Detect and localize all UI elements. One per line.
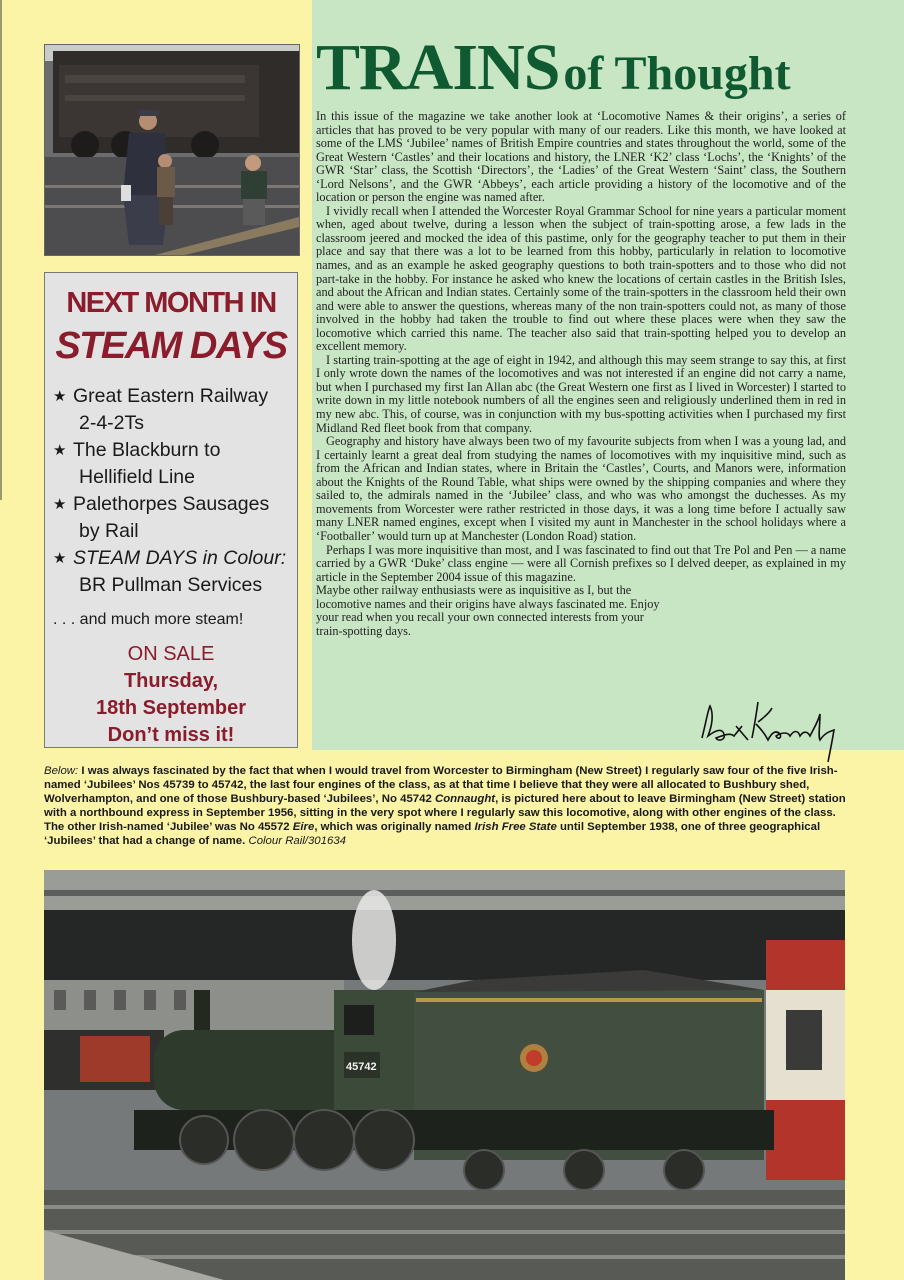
article-paragraph: I vividly recall when I attended the Worcester Royal Grammar School for nine years a particular moment when, aged about twelve, during a lesson when the subject of train-spotting arose, a few lads in the classroom jeered and mocked the idea of this pastime, only for the geography teacher to put them in their place and say that there was a lot to be learned from this hobby, particularly in relation to locomotive names, and as an example he asked geography questions to both train-spotters and to those who did not part-take in the hobby. For instance he asked who knew the locations of certain castles in the British Isles, and about the African and Indian states. Certainly some of the train-spotters in the classroom held their own and were able to answer the questions, whereas many of the non train-spotters could not, as many of those involved in the hobby had taken the trouble to find out where these places were when they saw the locomotive which carried this name. The teacher also said that train-spotting helped you to develop an excellent memory. (316, 203, 846, 354)
next-month-item-line1: The Blackburn to (73, 439, 221, 461)
photo-jubilee-image (44, 870, 845, 1280)
steam-days-title: STEAM DAYS (55, 325, 287, 367)
photo-credit: Colour Rail/301634 (248, 835, 346, 847)
next-month-item (53, 545, 297, 599)
next-month-item-line2: Hellifield Line (79, 466, 195, 488)
star-icon: ★ (53, 550, 67, 567)
photo-jubilee-locomotive (44, 870, 845, 1280)
next-month-item (53, 491, 297, 545)
caption-loco-name: Eire (292, 821, 315, 833)
locomotive-number-plate: 45742 (346, 1061, 377, 1073)
caption-text: , which was originally named (314, 821, 472, 833)
next-month-item-line2: 2-4-2Ts (79, 412, 145, 434)
on-sale-day: Thursday, (123, 670, 219, 692)
article-paragraph: Geography and history have always been two of my favourite subjects from when I was a young lad, and I certainly learnt a great deal from studying the names of locomotives with my inquisitive mind, such as from the African and Indian states, where in Britain the ‘Castles’, Courts, and Manors were, information about the Knights of the Round Table, what ships were owned by the shipping companies and where they sailed to, the admirals named in the ‘Jubilee’ class, and who was who amongst the duchesses. As my movements from Worcester were rather restricted in those days, it was a long time before I actually saw many LNER named engines, except when I visited my aunt in Manchester in the school holidays where a ‘Footballer’ would turn up at Manchester (London Road) station. (316, 434, 846, 543)
next-month-item-line1: STEAM DAYS in Colour: (73, 547, 287, 569)
caption-text: I was always fascinated by the fact that when I would travel from Worcester to Birmingham (New Street) I regularly saw four of the five Irish-named ‘Jubilees’ Nos 45739 to 45742, the last four engines of the class, as at that time I believe that they were all allocated to Bushbury shed, Wolverhampton, and one of those Bushbury-based ‘Jubilees’, No 45742 (44, 765, 838, 805)
next-month-item-line2: BR Pullman Services (79, 574, 263, 596)
caption-text: until September 1938, one of three geographical ‘Jubilees’ that had a change of name. (44, 821, 821, 847)
title-trains: TRAINS (316, 31, 560, 104)
article-body (316, 110, 846, 638)
photo-caption (44, 764, 850, 848)
article-closing-paragraph: Maybe other railway enthusiasts were as inquisitive as I, but the locomotive names and their origins have always fascinated me. Enjoy your read when you recall your own connected interests from your train-spotting days. (316, 583, 660, 638)
caption-loco-name: Irish Free State (474, 821, 557, 833)
on-sale-block (45, 641, 297, 749)
next-month-box (44, 272, 298, 748)
next-month-list (53, 383, 297, 599)
article-paragraph: I starting train-spotting at the age of eight in 1942, and although this may seem strange to say this, at first I only wrote down the names of the locomotives and was not interested if an engine did not carry a name, but when I purchased my first Ian Allan abc (the Great Western one first as I lived in Worcester) I started to write down in my little notebook numbers of all the engines seen and religiously underlined them in red in my new abc. This, of course, was in conjunction with my bus-spotting activities when I purchased my first Midland Red fleet book from that company. (316, 352, 846, 435)
star-icon: ★ (53, 496, 67, 513)
next-month-title: NEXT MONTH IN (66, 287, 276, 319)
next-month-item-line1: Palethorpes Sausages (73, 493, 270, 515)
star-icon: ★ (53, 388, 67, 405)
next-month-item (53, 437, 297, 491)
page-title (316, 30, 902, 102)
article-paragraph: In this issue of the magazine we take another look at ‘Locomotive Names & their origins’, a series of articles that has proved to be very popular with many of our readers. Like this month, we have looked at some of the LMS ‘Jubilee’ names of British Empire countries and states throughout the world, some of the Great Western ‘Castles’ and their locations and history, the LNER ‘K2’ class ‘Lochs’, the ‘Knights’ of the GWR ‘Star’ class, the Scottish ‘Directors’, the ‘Ladies’ of the Great Western ‘Saint’ class, the Southern ‘Lord Nelsons’, and the GWR ‘Abbeys’, each article providing a history of the locomotive and of the location or person the engine was named after. (316, 109, 846, 205)
next-month-item (53, 383, 297, 437)
star-icon: ★ (53, 442, 67, 459)
caption-text: , is pictured here about to leave Birmingham (New Street) station with a northbound express in September 1956, sitting in the very spot where I regularly saw this locomotive, along with other engines of the class. The other Irish-named ‘Jubilee’ was No 45572 (44, 793, 846, 833)
author-signature (696, 692, 846, 764)
more-steam-text: . . . and much more steam! (53, 611, 244, 628)
caption-loco-name: Connaught (434, 793, 496, 805)
caption-label: Below: (44, 765, 79, 777)
next-month-item-line1: Great Eastern Railway (73, 385, 269, 407)
on-sale-label: ON SALE (127, 643, 215, 665)
next-month-item-line2: by Rail (79, 520, 139, 542)
dont-miss-text: Don’t miss it! (107, 724, 235, 746)
title-of-thought: of Thought (563, 47, 791, 100)
photo-trainspotters-image (45, 45, 299, 255)
on-sale-date: 18th September (95, 697, 247, 719)
article-paragraph: Perhaps I was more inquisitive than most, and I was fascinated to find out that Tre Pol and Pen — a name carried by a GWR ‘Duke’ class engine — were all Cornish prefixes so I delved deeper, as explained in my article in the September 2004 issue of this magazine. (316, 542, 846, 584)
left-margin-rule (0, 0, 2, 500)
photo-trainspotters (44, 44, 300, 256)
